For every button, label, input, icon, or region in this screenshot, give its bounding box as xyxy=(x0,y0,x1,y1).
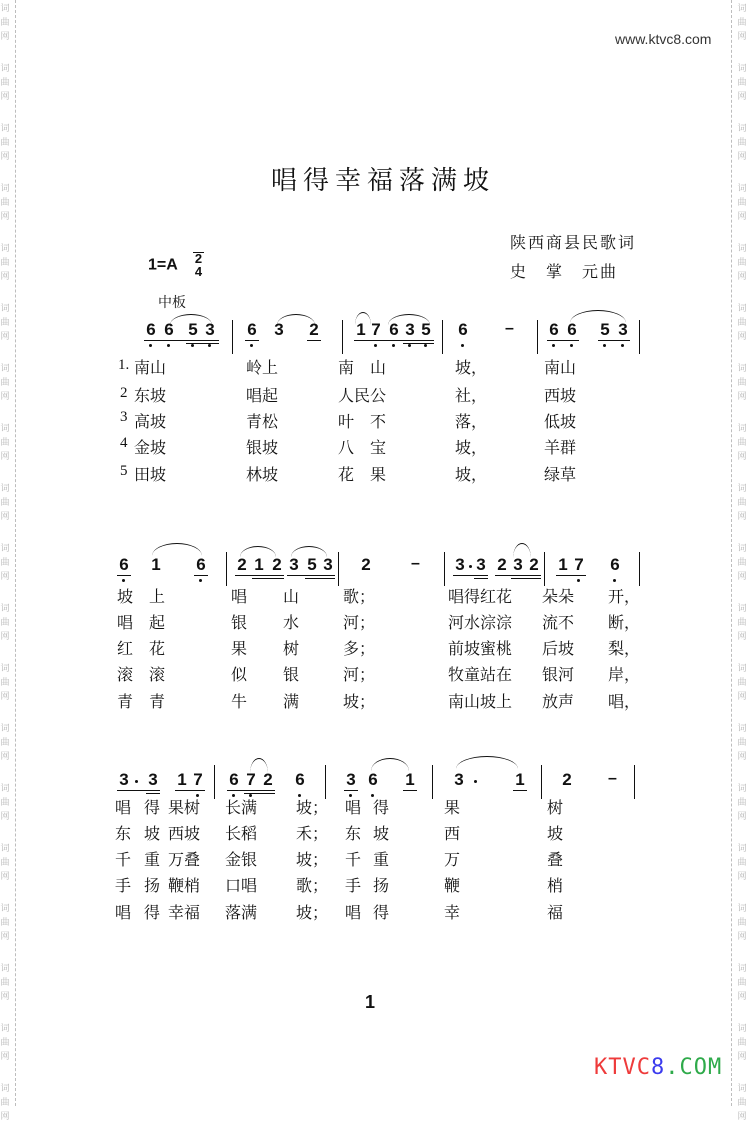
note: 6 xyxy=(245,320,259,340)
lyric-syllable: 果树 xyxy=(168,798,201,817)
bar-line xyxy=(639,552,640,586)
note: 1 xyxy=(356,320,366,339)
watermark-group: 词 曲 网 xyxy=(737,64,747,102)
note: 6 xyxy=(387,320,401,340)
lyric-syllable: 南 山 xyxy=(338,358,387,377)
note: 6 xyxy=(366,770,380,790)
beam-underline xyxy=(344,790,358,791)
note: 5 xyxy=(419,320,433,340)
time-numerator: 2 xyxy=(194,251,203,266)
lyric-syllable: 歌； xyxy=(343,587,376,606)
lyric-syllable: 羊群 xyxy=(544,438,577,457)
lyric-syllable: 开， xyxy=(608,587,641,606)
note: 2 xyxy=(529,555,539,574)
beam-underline xyxy=(547,340,579,341)
lyric-syllable: 河； xyxy=(343,613,376,632)
watermark-group: 词 曲 网 xyxy=(0,184,10,222)
lyric-syllable: 扬 xyxy=(144,876,161,895)
lyric-syllable: 放声 xyxy=(542,692,575,711)
lyric-syllable: 手 xyxy=(345,876,362,895)
lyric-syllable: 唱 xyxy=(115,903,132,922)
site-url[interactable]: www.ktvc8.com xyxy=(615,31,712,47)
slur-arc xyxy=(513,543,531,558)
watermark-group: 词 曲 网 xyxy=(737,604,747,642)
lyric-syllable: 河水淙淙 xyxy=(448,613,513,632)
watermark-group: 词 曲 网 xyxy=(737,664,747,702)
lyric-syllable: 西坡 xyxy=(544,386,577,405)
watermark-group: 词 曲 网 xyxy=(0,1024,10,1062)
verse-number: 3 xyxy=(120,409,128,425)
watermark-group: 词 曲 网 xyxy=(0,64,10,102)
watermark-group: 词 曲 网 xyxy=(0,964,10,1002)
note: 3 xyxy=(203,320,217,340)
lyric-syllable: 重 xyxy=(373,850,390,869)
lyric-syllable: 银坡 xyxy=(246,438,279,457)
lyric-syllable: 青松 xyxy=(246,412,279,431)
lyric-syllable: 唱 xyxy=(345,798,362,817)
note: 2 xyxy=(309,320,319,339)
time-signature xyxy=(195,252,202,278)
note: 6 xyxy=(144,320,158,340)
beam-underline xyxy=(307,340,321,341)
lyric-syllable: 歌； xyxy=(296,876,329,895)
watermark-group: 词 曲 网 xyxy=(737,724,747,762)
lyric-syllable: 银 xyxy=(283,665,300,684)
watermark-group: 词 曲 网 xyxy=(0,844,10,882)
lyric-syllable: 朵朵 xyxy=(542,587,575,606)
watermark-group: 词 曲 网 xyxy=(0,4,10,42)
note: 3 xyxy=(289,555,299,574)
watermark-group: 词 曲 网 xyxy=(0,604,10,642)
beam-underline xyxy=(194,575,208,576)
beam-underline xyxy=(144,340,219,341)
lyric-syllable: 东 xyxy=(115,824,132,843)
beam-underline xyxy=(146,793,160,794)
watermark-group: 词 曲 网 xyxy=(0,304,10,342)
lyric-syllable: 禾； xyxy=(296,824,329,843)
beam-underline xyxy=(186,343,219,344)
lyric-syllable: 满 xyxy=(283,692,300,711)
lyric-syllable: 社， xyxy=(455,386,488,405)
lyric-syllable: 牧童站在 xyxy=(448,665,513,684)
note: 3 xyxy=(274,320,284,339)
watermark-group: 词 曲 网 xyxy=(0,784,10,822)
note: 5 xyxy=(598,320,612,340)
lyric-syllable: 流不 xyxy=(542,613,575,632)
lyric-syllable: 手 xyxy=(115,876,132,895)
bar-line xyxy=(432,765,433,799)
lyric-syllable: 山 xyxy=(283,587,300,606)
lyric-syllable: 得 xyxy=(373,798,390,817)
dash: – xyxy=(608,770,617,787)
slur-arc xyxy=(291,546,327,557)
lyric-syllable: 南山 xyxy=(544,358,577,377)
lyric-syllable: 银河 xyxy=(542,665,575,684)
watermark-group: 词 曲 网 xyxy=(737,844,747,882)
note: 2 xyxy=(237,555,247,574)
note: 2 xyxy=(263,770,273,789)
bar-line xyxy=(342,320,343,354)
lyric-syllable: 果 xyxy=(231,639,248,658)
lyric-syllable: 西 xyxy=(444,824,461,843)
watermark-group: 词 曲 网 xyxy=(0,364,10,402)
beam-underline xyxy=(252,578,284,579)
lyric-syllable: 果 xyxy=(444,798,461,817)
lyric-syllable: 南山坡上 xyxy=(448,692,513,711)
verse-number: 5 xyxy=(120,463,128,479)
watermark-group: 词 曲 网 xyxy=(0,1084,10,1122)
lyric-syllable: 低坡 xyxy=(544,412,577,431)
note: 7 xyxy=(369,320,383,340)
augmentation-dot xyxy=(469,565,472,568)
lyric-syllable: 青 青 xyxy=(117,692,166,711)
lyric-syllable: 高坡 xyxy=(134,412,167,431)
watermark-group: 词 曲 网 xyxy=(0,904,10,942)
lyric-syllable: 树 xyxy=(283,639,300,658)
lyric-syllable: 岸， xyxy=(608,665,641,684)
note: 1 xyxy=(254,555,264,574)
beam-underline xyxy=(511,578,541,579)
note: 3 xyxy=(455,555,465,574)
lyric-syllable: 金坡 xyxy=(134,438,167,457)
verse-number: 2 xyxy=(120,385,128,401)
lyric-syllable: 叠 xyxy=(547,850,564,869)
lyric-syllable: 长满 xyxy=(225,798,258,817)
logo-part-ktvc: KTVC xyxy=(594,1055,651,1080)
watermark-group: 词 曲 网 xyxy=(737,424,747,462)
bar-line xyxy=(442,320,443,354)
beam-underline xyxy=(403,343,434,344)
note: 5 xyxy=(186,320,200,340)
lyric-syllable: 金银 xyxy=(225,850,258,869)
lyric-syllable: 千 xyxy=(115,850,132,869)
bar-line xyxy=(338,552,339,586)
watermark-group: 词 曲 网 xyxy=(737,544,747,582)
note: 6 xyxy=(608,555,622,575)
note: 6 xyxy=(227,770,241,790)
beam-underline xyxy=(227,790,275,791)
key-signature xyxy=(148,252,202,278)
beam-underline xyxy=(235,575,284,576)
lyric-syllable: 坡 xyxy=(547,824,564,843)
lyric-syllable: 林坡 xyxy=(246,465,279,484)
note: 3 xyxy=(616,320,630,340)
watermark-group: 词 曲 网 xyxy=(737,124,747,162)
watermark-group: 词 曲 网 xyxy=(737,1084,747,1122)
note: 7 xyxy=(191,770,205,790)
time-denominator: 4 xyxy=(194,264,203,279)
beam-underline xyxy=(175,790,205,791)
dash: – xyxy=(505,320,514,337)
lyric-syllable: 绿草 xyxy=(544,465,577,484)
lyric-syllable: 似 xyxy=(231,665,248,684)
note: 6 xyxy=(162,320,176,340)
key-label: 1=A xyxy=(148,256,178,274)
lyric-syllable: 南山 xyxy=(134,358,167,377)
lyric-syllable: 万 xyxy=(444,850,461,869)
lyric-syllable: 西坡 xyxy=(168,824,201,843)
lyric-syllable: 落， xyxy=(455,412,488,431)
note: 5 xyxy=(307,555,317,574)
lyric-syllable: 梨， xyxy=(608,639,641,658)
slur-arc xyxy=(355,312,371,325)
bar-line xyxy=(214,765,215,799)
beam-underline xyxy=(598,340,630,341)
watermark-group: 词 曲 网 xyxy=(737,964,747,1002)
lyric-syllable: 水 xyxy=(283,613,300,632)
slur-arc xyxy=(240,546,276,557)
beam-underline xyxy=(403,790,417,791)
slur-arc xyxy=(250,758,268,773)
watermark-group: 词 曲 网 xyxy=(0,244,10,282)
note: 3 xyxy=(476,555,486,574)
note: 6 xyxy=(565,320,579,340)
beam-underline xyxy=(117,790,160,791)
note: 7 xyxy=(244,770,258,790)
lyric-syllable: 唱起 xyxy=(246,386,279,405)
lyric-syllable: 落满 xyxy=(225,903,258,922)
lyric-syllable: 花 果 xyxy=(338,465,387,484)
lyric-syllable: 断， xyxy=(608,613,641,632)
lyric-syllable: 唱 起 xyxy=(117,613,166,632)
slur-arc xyxy=(152,543,202,556)
note: 1 xyxy=(515,770,525,789)
bar-line xyxy=(544,552,545,586)
watermark-group: 词 曲 网 xyxy=(0,544,10,582)
lyric-syllable: 扬 xyxy=(373,876,390,895)
site-logo[interactable] xyxy=(594,1055,722,1080)
watermark-group: 词 曲 网 xyxy=(737,364,747,402)
lyric-syllable: 坡； xyxy=(296,903,329,922)
lyric-syllable: 叶 不 xyxy=(338,412,387,431)
lyric-syllable: 八 宝 xyxy=(338,438,387,457)
beam-underline xyxy=(474,578,488,579)
lyric-syllable: 河； xyxy=(343,665,376,684)
dash: – xyxy=(411,555,420,572)
bar-line xyxy=(232,320,233,354)
note: 3 xyxy=(344,770,358,790)
beam-underline xyxy=(453,575,488,576)
note: 1 xyxy=(177,770,187,789)
right-margin-line xyxy=(731,0,732,1106)
bar-line xyxy=(193,252,204,253)
note: 3 xyxy=(403,320,417,340)
beam-underline xyxy=(244,793,275,794)
beam-underline xyxy=(556,575,586,576)
lyric-syllable: 重 xyxy=(144,850,161,869)
note: 3 xyxy=(454,770,464,789)
lyric-syllable: 多； xyxy=(343,639,376,658)
lyric-syllable: 坡 上 xyxy=(117,587,166,606)
lyric-syllable: 后坡 xyxy=(542,639,575,658)
song-title: 唱得幸福落满坡 xyxy=(271,166,496,196)
note: 1 xyxy=(558,555,568,574)
logo-part-com: .COM xyxy=(665,1055,723,1080)
slur-arc xyxy=(277,314,315,325)
lyric-syllable: 得 xyxy=(144,798,161,817)
watermark-group: 词 曲 网 xyxy=(737,1024,747,1062)
lyric-syllable: 坡； xyxy=(296,798,329,817)
lyric-syllable: 银 xyxy=(231,613,248,632)
note: 3 xyxy=(513,555,523,574)
verse-number: 4 xyxy=(120,435,128,451)
lyric-syllable: 田坡 xyxy=(134,465,167,484)
note: 6 xyxy=(117,555,131,575)
beam-underline xyxy=(513,790,527,791)
bar-line xyxy=(639,320,640,354)
lyric-syllable: 东坡 xyxy=(134,386,167,405)
watermark-group: 词 曲 网 xyxy=(0,724,10,762)
lyric-syllable: 唱 xyxy=(115,798,132,817)
watermark-group: 词 曲 网 xyxy=(0,664,10,702)
lyric-syllable: 福 xyxy=(547,903,564,922)
beam-underline xyxy=(117,575,131,576)
lyric-syllable: 唱 xyxy=(231,587,248,606)
lyric-syllable: 坡； xyxy=(296,850,329,869)
watermark-group: 词 曲 网 xyxy=(737,904,747,942)
bar-line xyxy=(325,765,326,799)
beam-underline xyxy=(354,340,434,341)
note: 7 xyxy=(572,555,586,575)
lyric-syllable: 口唱 xyxy=(225,876,258,895)
page-number: 1 xyxy=(365,992,376,1012)
note: 2 xyxy=(361,555,371,574)
note: 3 xyxy=(323,555,333,574)
lyric-syllable: 坡 xyxy=(373,824,390,843)
beam-underline xyxy=(287,575,335,576)
lyric-syllable: 鞭梢 xyxy=(168,876,201,895)
lyric-syllable: 坡， xyxy=(455,465,488,484)
lyric-syllable: 长稻 xyxy=(225,824,258,843)
watermark-group: 词 曲 网 xyxy=(737,484,747,522)
bar-line xyxy=(541,765,542,799)
lyric-syllable: 万叠 xyxy=(168,850,201,869)
note: 3 xyxy=(148,770,158,789)
watermark-group: 词 曲 网 xyxy=(737,244,747,282)
lyric-syllable: 红 花 xyxy=(117,639,166,658)
slur-arc xyxy=(388,314,430,325)
note: 2 xyxy=(497,555,507,574)
lyric-syllable: 人民公 xyxy=(338,386,387,405)
lyric-syllable: 幸福 xyxy=(168,903,201,922)
bar-line xyxy=(444,552,445,586)
bar-line xyxy=(226,552,227,586)
left-margin-line xyxy=(15,0,16,1106)
lyric-syllable: 坡， xyxy=(455,358,488,377)
note: 1 xyxy=(405,770,415,789)
lyric-syllable: 树 xyxy=(547,798,564,817)
slur-arc xyxy=(371,758,409,771)
slur-arc xyxy=(456,756,518,769)
lyric-syllable: 千 xyxy=(345,850,362,869)
lyric-syllable: 梢 xyxy=(547,876,564,895)
lyric-syllable: 坡 xyxy=(144,824,161,843)
watermark-group: 词 曲 网 xyxy=(737,304,747,342)
watermark-group: 词 曲 网 xyxy=(737,784,747,822)
lyric-syllable: 坡； xyxy=(343,692,376,711)
watermark-group: 词 曲 网 xyxy=(737,184,747,222)
beam-underline xyxy=(495,575,541,576)
note: 1 xyxy=(151,555,161,574)
lyric-syllable: 得 xyxy=(144,903,161,922)
lyric-syllable: 滚 滚 xyxy=(117,665,166,684)
bar-line xyxy=(634,765,635,799)
verse-number: 1. xyxy=(118,357,130,373)
lyric-syllable: 东 xyxy=(345,824,362,843)
slur-arc xyxy=(170,314,212,325)
composer-credit: 史 掌 元曲 xyxy=(510,262,619,281)
note: 6 xyxy=(293,770,307,790)
tempo-marking: 中板 xyxy=(158,295,186,311)
note: 6 xyxy=(456,320,470,340)
note: 6 xyxy=(194,555,208,575)
note: 2 xyxy=(272,555,282,574)
note: 6 xyxy=(547,320,561,340)
lyric-syllable: 唱， xyxy=(608,692,641,711)
lyric-syllable: 幸 xyxy=(444,903,461,922)
lyric-syllable: 唱 xyxy=(345,903,362,922)
note: 2 xyxy=(562,770,572,789)
bar-line xyxy=(537,320,538,354)
lyric-syllable: 坡， xyxy=(455,438,488,457)
lyric-syllable: 岭上 xyxy=(246,358,279,377)
lyricist-credit: 陕西商县民歌词 xyxy=(510,233,637,252)
augmentation-dot xyxy=(474,780,477,783)
lyric-syllable: 前坡蜜桃 xyxy=(448,639,513,658)
beam-underline xyxy=(245,340,259,341)
watermark-group: 词 曲 网 xyxy=(0,124,10,162)
slur-arc xyxy=(570,310,626,323)
augmentation-dot xyxy=(135,780,138,783)
lyric-syllable: 唱得红花 xyxy=(448,587,513,606)
lyric-syllable: 牛 xyxy=(231,692,248,711)
logo-part-8: 8 xyxy=(650,1055,666,1080)
watermark-group: 词 曲 网 xyxy=(737,4,747,42)
lyric-syllable: 得 xyxy=(373,903,390,922)
lyric-syllable: 鞭 xyxy=(444,876,461,895)
watermark-group: 词 曲 网 xyxy=(0,424,10,462)
watermark-group: 词 曲 网 xyxy=(0,484,10,522)
beam-underline xyxy=(305,578,335,579)
note: 3 xyxy=(119,770,129,789)
